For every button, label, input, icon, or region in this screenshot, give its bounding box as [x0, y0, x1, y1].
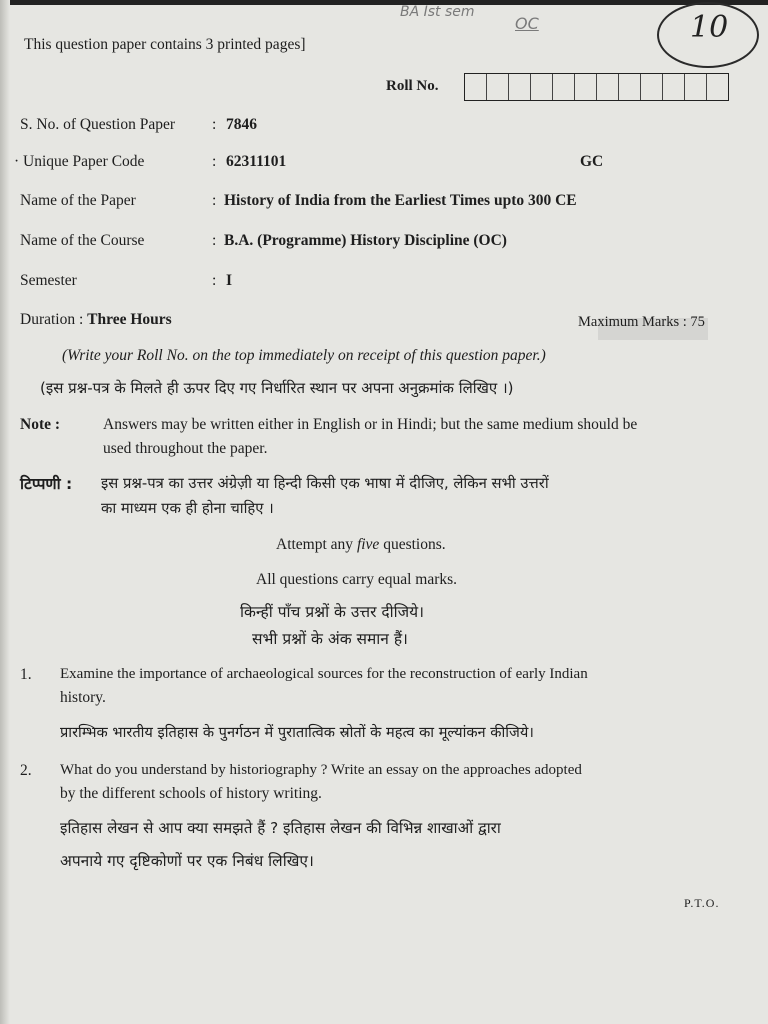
question-1-en-line-2: history. — [60, 689, 106, 706]
detail-value-paper-code: 62311101 — [226, 153, 287, 170]
duration-line — [20, 311, 172, 329]
detail-label-paper-code: · Unique Paper Code — [14, 153, 145, 170]
please-turn-over: P.T.O. — [684, 896, 720, 910]
duration-value: Three Hours — [87, 311, 172, 328]
handwritten-circled-number: 10 — [690, 10, 729, 45]
note-label: Note : — [20, 416, 61, 433]
duration-label: Duration : — [20, 311, 84, 328]
detail-value-course: B.A. (Programme) History Discipline (OC) — [224, 232, 507, 249]
handwritten-oc-note: OC — [515, 14, 539, 33]
maximum-marks-text: Maximum Marks : 75 — [578, 314, 705, 330]
roll-instruction-english: (Write your Roll No. on the top immediately on receipt of this question paper.) — [62, 347, 546, 364]
detail-extra-gc: GC — [580, 153, 604, 170]
equal-marks-instruction-hindi: सभी प्रश्नों के अंक समान हैं। — [252, 630, 408, 648]
question-1-en-line-1: Examine the importance of archaeological sources for the reconstruction of early Indian — [60, 666, 588, 682]
detail-colon: : — [212, 272, 217, 289]
detail-label-paper-code-text: Unique Paper Code — [23, 153, 145, 170]
tippani-line-2: का माध्यम एक ही होना चाहिए । — [101, 500, 274, 517]
tippani-label: टिप्पणी : — [20, 475, 73, 493]
detail-colon: : — [212, 232, 217, 249]
maximum-marks — [578, 314, 705, 331]
detail-label-semester: Semester — [20, 272, 77, 289]
roll-number-label: Roll No. — [386, 78, 439, 94]
detail-label-course: Name of the Course — [20, 232, 145, 249]
question-2-hi-line-2: अपनाये गए दृष्टिकोणों पर एक निबंध लिखिए। — [60, 852, 314, 870]
question-2-en-line-1: What do you understand by historiography ? Write an essay on the approaches adopted — [60, 762, 582, 778]
scan-left-edge — [0, 0, 10, 1024]
tippani-line-1: इस प्रश्न-पत्र का उत्तर अंग्रेज़ी या हिन्दी किसी एक भाषा में दीजिए, लेकिन सभी उत्तरों — [101, 475, 549, 492]
attempt-instruction-hindi: किन्हीं पाँच प्रश्नों के उत्तर दीजिये। — [240, 603, 424, 621]
roll-instruction-hindi: (इस प्रश्न-पत्र के मिलते ही ऊपर दिए गए निर्धारित स्थान पर अपना अनुक्रमांक लिखिए ।) — [40, 379, 514, 397]
question-2-hi-line-1: इतिहास लेखन से आप क्या समझते हैं ? इतिहास लेखन की विभिन्न शाखाओं द्वारा — [60, 819, 501, 837]
note-line-1: Answers may be written either in English or in Hindi; but the same medium should be — [103, 416, 638, 433]
detail-label-paper-name: Name of the Paper — [20, 192, 136, 209]
detail-value-serial: 7846 — [226, 116, 257, 133]
note-line-2: used throughout the paper. — [103, 440, 268, 457]
detail-colon: : — [212, 192, 217, 209]
question-1-number: 1. — [20, 666, 32, 683]
equal-marks-instruction: All questions carry equal marks. — [256, 571, 458, 588]
detail-value-paper-name: History of India from the Earliest Times upto 300 CE — [224, 192, 577, 209]
printed-pages-note: This question paper contains 3 printed pages] — [24, 36, 306, 53]
detail-colon: : — [212, 153, 217, 170]
detail-label-serial: S. No. of Question Paper — [20, 116, 175, 133]
question-2-number: 2. — [20, 762, 32, 779]
detail-value-semester: I — [226, 272, 233, 289]
attempt-instruction: Attempt any five questions. — [276, 536, 446, 553]
question-2-en-line-2: by the different schools of history writing. — [60, 785, 322, 802]
roll-number-boxes[interactable] — [464, 73, 729, 101]
handwritten-class-note: BA Ist sem — [400, 4, 475, 20]
scan-top-edge — [0, 0, 768, 5]
question-1-hi-line-1: प्रारम्भिक भारतीय इतिहास के पुनर्गठन में पुरातात्विक स्रोतों के महत्व का मूल्यांकन कीजिये। — [60, 724, 534, 741]
detail-colon: : — [212, 116, 217, 133]
